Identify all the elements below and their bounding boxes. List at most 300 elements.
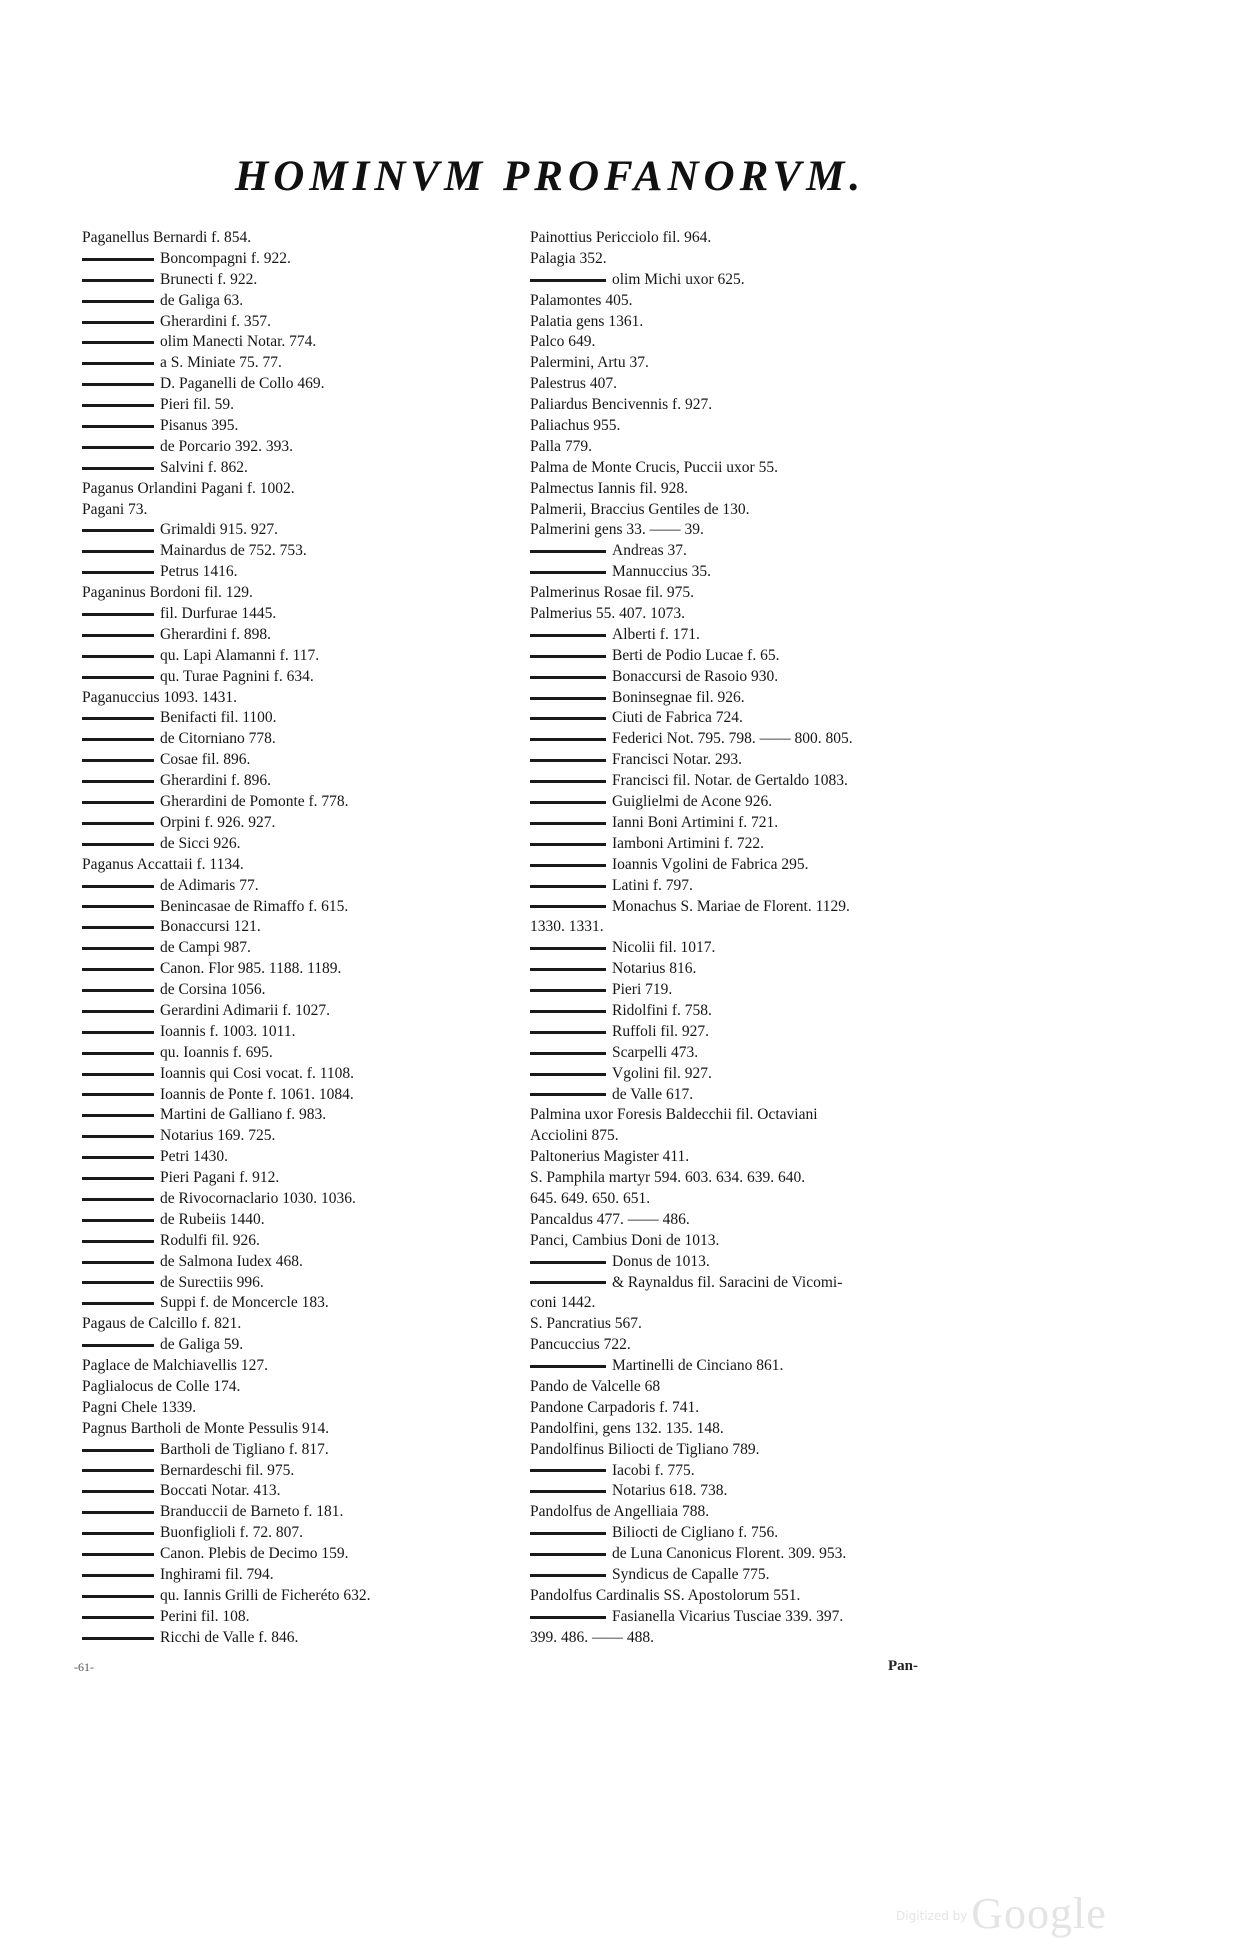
index-entry-text: Ianni Boni Artimini f. 721. bbox=[612, 813, 779, 831]
index-entry bbox=[82, 1335, 522, 1356]
ditto-dash bbox=[82, 1595, 154, 1598]
index-entry bbox=[530, 792, 990, 813]
index-entry-text: de Sicci 926. bbox=[160, 834, 241, 852]
index-entry-text: Scarpelli 473. bbox=[612, 1043, 699, 1061]
index-entry-text: Guiglielmi de Acone 926. bbox=[612, 793, 773, 811]
ditto-dash bbox=[82, 279, 154, 282]
ditto-dash bbox=[530, 1490, 606, 1493]
index-entry bbox=[530, 520, 990, 541]
index-entry bbox=[530, 1314, 990, 1335]
index-entry bbox=[530, 332, 990, 353]
index-entry bbox=[530, 1105, 990, 1126]
ditto-dash bbox=[82, 1010, 154, 1013]
index-entry-text: Notarius 816. bbox=[612, 960, 697, 978]
index-entry-text: de Citorniano 778. bbox=[160, 730, 276, 748]
ditto-dash bbox=[82, 843, 154, 846]
index-entry bbox=[530, 834, 990, 855]
index-entry-text: Pagnus Bartholi de Monte Pessulis 914. bbox=[82, 1419, 330, 1437]
ditto-dash bbox=[530, 1469, 606, 1472]
ditto-dash bbox=[530, 571, 606, 574]
index-entry bbox=[82, 1398, 522, 1419]
index-entry bbox=[82, 1231, 522, 1252]
index-entry-text: Bonaccursi 121. bbox=[160, 918, 261, 936]
index-entry-text: Boccati Notar. 413. bbox=[160, 1482, 281, 1500]
index-entry bbox=[530, 1210, 990, 1231]
ditto-dash bbox=[530, 1281, 606, 1284]
index-entry-text: Gherardini de Pomonte f. 778. bbox=[160, 793, 349, 811]
index-entry bbox=[530, 1126, 990, 1147]
index-entry bbox=[530, 291, 990, 312]
index-entry-text: Ioannis qui Cosi vocat. f. 1108. bbox=[160, 1064, 355, 1082]
index-entry bbox=[530, 1461, 990, 1482]
index-entry-text: Syndicus de Capalle 775. bbox=[612, 1566, 770, 1583]
index-entry-text: Pancuccius 722. bbox=[530, 1336, 631, 1354]
index-entry bbox=[82, 1356, 522, 1377]
index-entry-text: Acciolini 875. bbox=[530, 1127, 619, 1145]
index-entry bbox=[82, 583, 522, 604]
index-entry-text: Pandolfini, gens 132. 135. 148. bbox=[530, 1419, 724, 1437]
index-entry bbox=[530, 1586, 990, 1607]
index-entry-text: Panci, Cambius Doni de 1013. bbox=[530, 1231, 720, 1249]
digitized-watermark bbox=[896, 1880, 1107, 1938]
index-entry bbox=[82, 876, 522, 897]
index-entry bbox=[530, 917, 990, 938]
ditto-dash bbox=[82, 1302, 154, 1305]
index-entry-text: de Galiga 59. bbox=[160, 1336, 244, 1354]
index-entry-text: de Rivocornaclario 1030. 1036. bbox=[160, 1189, 356, 1207]
index-entry bbox=[82, 708, 522, 729]
index-entry-text: de Corsina 1056. bbox=[160, 981, 266, 999]
index-entry bbox=[530, 729, 990, 750]
index-entry-text: Paganinus Bordoni fil. 129. bbox=[82, 584, 253, 602]
index-entry-text: Palermini, Artu 37. bbox=[530, 354, 649, 372]
index-entry-text: Palatia gens 1361. bbox=[530, 312, 644, 330]
ditto-dash bbox=[82, 676, 154, 679]
index-entry bbox=[82, 938, 522, 959]
index-entry bbox=[530, 667, 990, 688]
index-entry bbox=[82, 437, 522, 458]
index-entry bbox=[82, 1586, 522, 1607]
index-entry bbox=[530, 1607, 990, 1628]
index-entry bbox=[82, 353, 522, 374]
index-entry bbox=[82, 959, 522, 980]
index-entry bbox=[82, 520, 522, 541]
ditto-dash bbox=[530, 1073, 606, 1076]
index-entry bbox=[82, 1126, 522, 1147]
ditto-dash bbox=[82, 1281, 154, 1284]
ditto-dash bbox=[82, 1490, 154, 1493]
index-entry-text: Alberti f. 171. bbox=[612, 625, 700, 643]
index-entry-text: Palmerius 55. 407. 1073. bbox=[530, 605, 685, 623]
ditto-dash bbox=[530, 1616, 606, 1619]
index-entry-text: Donus de 1013. bbox=[612, 1252, 710, 1270]
index-entry-text: Iacobi f. 775. bbox=[612, 1461, 695, 1479]
ditto-dash bbox=[82, 467, 154, 470]
index-entry-text: Ruffoli fil. 927. bbox=[612, 1022, 710, 1040]
left-index-column bbox=[82, 228, 522, 1649]
index-entry bbox=[530, 771, 990, 792]
index-entry bbox=[82, 1001, 522, 1022]
index-entry-text: Paganuccius 1093. 1431. bbox=[82, 688, 237, 706]
ditto-dash bbox=[82, 446, 154, 449]
index-entry bbox=[530, 938, 990, 959]
index-entry-text: Martini de Galliano f. 983. bbox=[160, 1106, 327, 1124]
index-entry-text: fil. Durfurae 1445. bbox=[160, 605, 277, 623]
index-entry bbox=[530, 1085, 990, 1106]
index-entry-text: S. Pancratius 567. bbox=[530, 1315, 642, 1333]
index-entry-text: Orpini f. 926. 927. bbox=[160, 813, 276, 831]
index-entry bbox=[82, 479, 522, 500]
index-entry bbox=[82, 834, 522, 855]
watermark-prefix: Digitized by bbox=[896, 1909, 968, 1923]
index-entry bbox=[530, 1544, 990, 1565]
index-entry bbox=[82, 729, 522, 750]
index-entry bbox=[530, 374, 990, 395]
index-entry-text: qu. Lapi Alamanni f. 117. bbox=[160, 646, 320, 664]
index-entry-text: Palco 649. bbox=[530, 333, 596, 351]
index-entry bbox=[82, 312, 522, 333]
ditto-dash bbox=[82, 947, 154, 950]
index-entry-text: Buonfiglioli f. 72. 807. bbox=[160, 1524, 303, 1542]
index-entry-text: qu. Iannis Grilli de Ficheréto 632. bbox=[160, 1586, 371, 1604]
index-entry bbox=[82, 1085, 522, 1106]
index-entry-text: Paganellus Bernardi f. 854. bbox=[82, 229, 252, 246]
index-entry bbox=[82, 1628, 522, 1649]
ditto-dash bbox=[82, 905, 154, 908]
ditto-dash bbox=[530, 676, 606, 679]
index-entry-text: Palmerii, Braccius Gentiles de 130. bbox=[530, 500, 750, 518]
index-entry bbox=[82, 625, 522, 646]
index-entry bbox=[82, 1419, 522, 1440]
index-entry bbox=[530, 1147, 990, 1168]
index-entry-text: de Surectiis 996. bbox=[160, 1273, 264, 1291]
ditto-dash bbox=[82, 1156, 154, 1159]
index-entry bbox=[530, 688, 990, 709]
index-entry-text: Painottius Pericciolo fil. 964. bbox=[530, 229, 712, 246]
index-entry-text: Pando de Valcelle 68 bbox=[530, 1377, 661, 1395]
ditto-dash bbox=[82, 404, 154, 407]
watermark-brand: Google bbox=[971, 1889, 1107, 1938]
index-entry bbox=[82, 604, 522, 625]
ditto-dash bbox=[82, 759, 154, 762]
index-entry-text: Paglialocus de Colle 174. bbox=[82, 1377, 241, 1395]
index-entry-text: Gherardini f. 357. bbox=[160, 312, 272, 330]
index-entry bbox=[82, 1293, 522, 1314]
index-entry bbox=[82, 270, 522, 291]
ditto-dash bbox=[82, 717, 154, 720]
index-entry bbox=[530, 1168, 990, 1189]
index-entry bbox=[530, 395, 990, 416]
index-entry-text: Paltonerius Magister 411. bbox=[530, 1148, 690, 1166]
index-entry-text: 399. 486. —— 488. bbox=[530, 1628, 654, 1646]
index-entry-text: Benincasae de Rimaffo f. 615. bbox=[160, 897, 349, 915]
ditto-dash bbox=[530, 1052, 606, 1055]
index-entry-text: Ricchi de Valle f. 846. bbox=[160, 1628, 299, 1646]
index-entry bbox=[530, 897, 990, 918]
index-entry-text: Pandolfinus Biliocti de Tigliano 789. bbox=[530, 1440, 760, 1458]
ditto-dash bbox=[82, 1574, 154, 1577]
ditto-dash bbox=[530, 738, 606, 741]
ditto-dash bbox=[82, 1532, 154, 1535]
index-entry-text: Berti de Podio Lucae f. 65. bbox=[612, 646, 780, 664]
index-entry-text: Paganus Orlandini Pagani f. 1002. bbox=[82, 479, 295, 497]
index-entry-text: Notarius 618. 738. bbox=[612, 1482, 728, 1500]
ditto-dash bbox=[82, 1219, 154, 1222]
ditto-dash bbox=[82, 968, 154, 971]
ditto-dash bbox=[82, 885, 154, 888]
index-entry bbox=[82, 1544, 522, 1565]
ditto-dash bbox=[530, 968, 606, 971]
ditto-dash bbox=[530, 717, 606, 720]
ditto-dash bbox=[530, 550, 606, 553]
index-entry-text: Grimaldi 915. 927. bbox=[160, 521, 278, 539]
index-entry-text: Pandolfus Cardinalis SS. Apostolorum 551. bbox=[530, 1586, 801, 1604]
ditto-dash bbox=[530, 905, 606, 908]
index-entry-text: Gherardini f. 896. bbox=[160, 772, 272, 790]
index-entry-text: de Valle 617. bbox=[612, 1085, 694, 1103]
index-entry bbox=[530, 1335, 990, 1356]
index-entry-text: de Rubeiis 1440. bbox=[160, 1210, 265, 1228]
page-heading: HOMINVM PROFANORVM. bbox=[234, 153, 866, 200]
index-entry bbox=[530, 625, 990, 646]
index-entry bbox=[530, 583, 990, 604]
index-entry bbox=[82, 1252, 522, 1273]
index-entry-text: Pagani 73. bbox=[82, 500, 148, 518]
index-entry-text: Nicolii fil. 1017. bbox=[612, 939, 716, 957]
index-entry bbox=[530, 479, 990, 500]
index-entry bbox=[82, 1565, 522, 1586]
index-entry-text: Palma de Monte Crucis, Puccii uxor 55. bbox=[530, 458, 778, 476]
index-entry bbox=[530, 604, 990, 625]
ditto-dash bbox=[82, 1469, 154, 1472]
index-entry-text: Palamontes 405. bbox=[530, 291, 633, 309]
index-entry-text: Pagni Chele 1339. bbox=[82, 1398, 197, 1416]
index-entry bbox=[82, 332, 522, 353]
index-entry-text: Ioannis f. 1003. 1011. bbox=[160, 1022, 296, 1040]
index-entry bbox=[530, 416, 990, 437]
index-entry bbox=[82, 688, 522, 709]
index-entry bbox=[82, 416, 522, 437]
index-entry bbox=[82, 750, 522, 771]
index-entry-text: Notarius 169. 725. bbox=[160, 1127, 276, 1145]
index-entry bbox=[530, 1189, 990, 1210]
ditto-dash bbox=[82, 1637, 154, 1640]
index-entry bbox=[530, 1064, 990, 1085]
index-entry bbox=[82, 980, 522, 1001]
index-entry bbox=[530, 458, 990, 479]
ditto-dash bbox=[530, 759, 606, 762]
index-entry-text: Pandone Carpadoris f. 741. bbox=[530, 1398, 700, 1416]
index-entry-text: a S. Miniate 75. 77. bbox=[160, 354, 282, 372]
index-entry-text: Petri 1430. bbox=[160, 1148, 229, 1166]
index-entry bbox=[530, 500, 990, 521]
index-entry bbox=[530, 1022, 990, 1043]
index-entry bbox=[82, 395, 522, 416]
index-entry bbox=[530, 980, 990, 1001]
index-entry bbox=[530, 813, 990, 834]
index-entry bbox=[82, 1189, 522, 1210]
index-entry-text: Canon. Plebis de Decimo 159. bbox=[160, 1545, 349, 1563]
index-entry bbox=[530, 1440, 990, 1461]
index-entry-text: 1330. 1331. bbox=[530, 918, 604, 936]
ditto-dash bbox=[530, 843, 606, 846]
ditto-dash bbox=[82, 1052, 154, 1055]
ditto-dash bbox=[82, 1114, 154, 1117]
index-entry-text: qu. Ioannis f. 695. bbox=[160, 1043, 273, 1061]
index-entry-text: Benifacti fil. 1100. bbox=[160, 709, 277, 727]
index-entry bbox=[82, 1607, 522, 1628]
index-entry bbox=[82, 541, 522, 562]
ditto-dash bbox=[82, 1093, 154, 1096]
ditto-dash bbox=[530, 1261, 606, 1264]
index-entry-text: Pancaldus 477. —— 486. bbox=[530, 1210, 690, 1228]
index-entry bbox=[82, 897, 522, 918]
index-entry bbox=[82, 855, 522, 876]
index-entry-text: Martinelli de Cinciano 861. bbox=[612, 1357, 784, 1375]
index-entry bbox=[82, 1022, 522, 1043]
ditto-dash bbox=[82, 655, 154, 658]
ditto-dash bbox=[82, 550, 154, 553]
index-entry bbox=[82, 1502, 522, 1523]
index-entry bbox=[82, 646, 522, 667]
ditto-dash bbox=[82, 989, 154, 992]
index-entry-text: Boncompagni f. 922. bbox=[160, 249, 291, 267]
index-entry-text: Palla 779. bbox=[530, 437, 592, 455]
index-entry bbox=[82, 1064, 522, 1085]
index-entry bbox=[82, 792, 522, 813]
index-entry-text: Palmectus Iannis fil. 928. bbox=[530, 479, 688, 497]
index-entry-text: Gherardini f. 898. bbox=[160, 625, 272, 643]
index-entry-text: Pieri Pagani f. 912. bbox=[160, 1169, 280, 1187]
index-entry-text: Pandolfus de Angelliaia 788. bbox=[530, 1503, 710, 1521]
ditto-dash bbox=[530, 947, 606, 950]
index-entry bbox=[82, 562, 522, 583]
index-entry bbox=[82, 1314, 522, 1335]
ditto-dash bbox=[82, 1511, 154, 1514]
index-entry-text: Fasianella Vicarius Tusciae 339. 397. bbox=[612, 1607, 844, 1625]
ditto-dash bbox=[82, 321, 154, 324]
index-entry bbox=[82, 1440, 522, 1461]
index-entry bbox=[530, 1001, 990, 1022]
index-entry-text: de Salmona Iudex 468. bbox=[160, 1252, 303, 1270]
index-entry-text: Perini fil. 108. bbox=[160, 1607, 250, 1625]
ditto-dash bbox=[82, 822, 154, 825]
ditto-dash bbox=[82, 801, 154, 804]
index-entry-text: Pieri 719. bbox=[612, 981, 673, 999]
index-entry-text: Ciuti de Fabrica 724. bbox=[612, 709, 743, 727]
index-entry bbox=[82, 813, 522, 834]
ditto-dash bbox=[82, 258, 154, 261]
ditto-dash bbox=[530, 697, 606, 700]
index-entry bbox=[530, 1502, 990, 1523]
index-entry bbox=[530, 708, 990, 729]
index-entry bbox=[530, 1043, 990, 1064]
ditto-dash bbox=[82, 383, 154, 386]
ditto-dash bbox=[530, 279, 606, 282]
ditto-dash bbox=[530, 885, 606, 888]
ditto-dash bbox=[530, 1365, 606, 1368]
ditto-dash bbox=[82, 1073, 154, 1076]
ditto-dash bbox=[82, 425, 154, 428]
index-entry-text: Bonaccursi de Rasoio 930. bbox=[612, 667, 779, 685]
index-entry bbox=[530, 1628, 990, 1649]
ditto-dash bbox=[530, 1010, 606, 1013]
index-entry-text: Latini f. 797. bbox=[612, 876, 693, 894]
index-entry-text: qu. Turae Pagnini f. 634. bbox=[160, 667, 314, 685]
index-entry bbox=[530, 1273, 990, 1294]
index-entry bbox=[82, 228, 522, 249]
index-entry-text: Paglace de Malchiavellis 127. bbox=[82, 1357, 268, 1375]
ditto-dash bbox=[530, 655, 606, 658]
index-entry bbox=[82, 1168, 522, 1189]
index-entry bbox=[530, 270, 990, 291]
index-entry bbox=[530, 312, 990, 333]
index-entry-text: Brunecti f. 922. bbox=[160, 270, 258, 288]
index-entry bbox=[82, 667, 522, 688]
index-entry bbox=[82, 1273, 522, 1294]
index-entry bbox=[530, 437, 990, 458]
ditto-dash bbox=[530, 1532, 606, 1535]
ditto-dash bbox=[82, 1261, 154, 1264]
ditto-dash bbox=[82, 341, 154, 344]
index-entry bbox=[82, 374, 522, 395]
index-entry-text: S. Pamphila martyr 594. 603. 634. 639. 640. bbox=[530, 1169, 806, 1187]
index-entry bbox=[82, 1377, 522, 1398]
ditto-dash bbox=[82, 1553, 154, 1556]
ditto-dash bbox=[530, 1031, 606, 1034]
index-entry-text: de Adimaris 77. bbox=[160, 876, 259, 894]
ditto-dash bbox=[82, 738, 154, 741]
ditto-dash bbox=[82, 613, 154, 616]
index-entry-text: de Campi 987. bbox=[160, 939, 251, 957]
ditto-dash bbox=[82, 529, 154, 532]
ditto-dash bbox=[82, 300, 154, 303]
index-entry bbox=[530, 959, 990, 980]
index-entry bbox=[530, 249, 990, 270]
index-entry-text: Petrus 1416. bbox=[160, 563, 238, 581]
index-entry bbox=[82, 771, 522, 792]
index-entry bbox=[530, 1356, 990, 1377]
index-entry-text: Rodulfi fil. 926. bbox=[160, 1231, 260, 1249]
index-entry-text: Pisanus 395. bbox=[160, 417, 239, 435]
index-entry-text: Federici Not. 795. 798. —— 800. 805. bbox=[612, 730, 853, 748]
ditto-dash bbox=[82, 780, 154, 783]
index-entry-text: Pagaus de Calcillo f. 821. bbox=[82, 1315, 242, 1333]
ditto-dash bbox=[530, 989, 606, 992]
index-entry-text: D. Paganelli de Collo 469. bbox=[160, 375, 325, 393]
ditto-dash bbox=[82, 1135, 154, 1138]
index-entry bbox=[530, 1293, 990, 1314]
index-entry bbox=[530, 646, 990, 667]
index-entry bbox=[82, 1105, 522, 1126]
index-entry-text: Gerardini Adimarii f. 1027. bbox=[160, 1001, 331, 1019]
ditto-dash bbox=[82, 1616, 154, 1619]
index-entry-text: Palestrus 407. bbox=[530, 375, 617, 393]
index-entry-text: coni 1442. bbox=[530, 1294, 596, 1312]
ditto-dash bbox=[82, 571, 154, 574]
index-entry bbox=[530, 1377, 990, 1398]
catchword: Pan- bbox=[888, 1658, 918, 1674]
index-entry bbox=[82, 458, 522, 479]
index-entry-text: Andreas 37. bbox=[612, 542, 687, 560]
index-entry bbox=[82, 249, 522, 270]
index-entry-text: Francisci fil. Notar. de Gertaldo 1083. bbox=[612, 772, 848, 790]
index-entry-text: & Raynaldus fil. Saracini de Vicomi- bbox=[612, 1273, 843, 1291]
ditto-dash bbox=[530, 780, 606, 783]
index-entry-text: Paliardus Bencivennis f. 927. bbox=[530, 396, 713, 414]
index-entry bbox=[530, 1523, 990, 1544]
index-entry-text: Pieri fil. 59. bbox=[160, 396, 235, 414]
